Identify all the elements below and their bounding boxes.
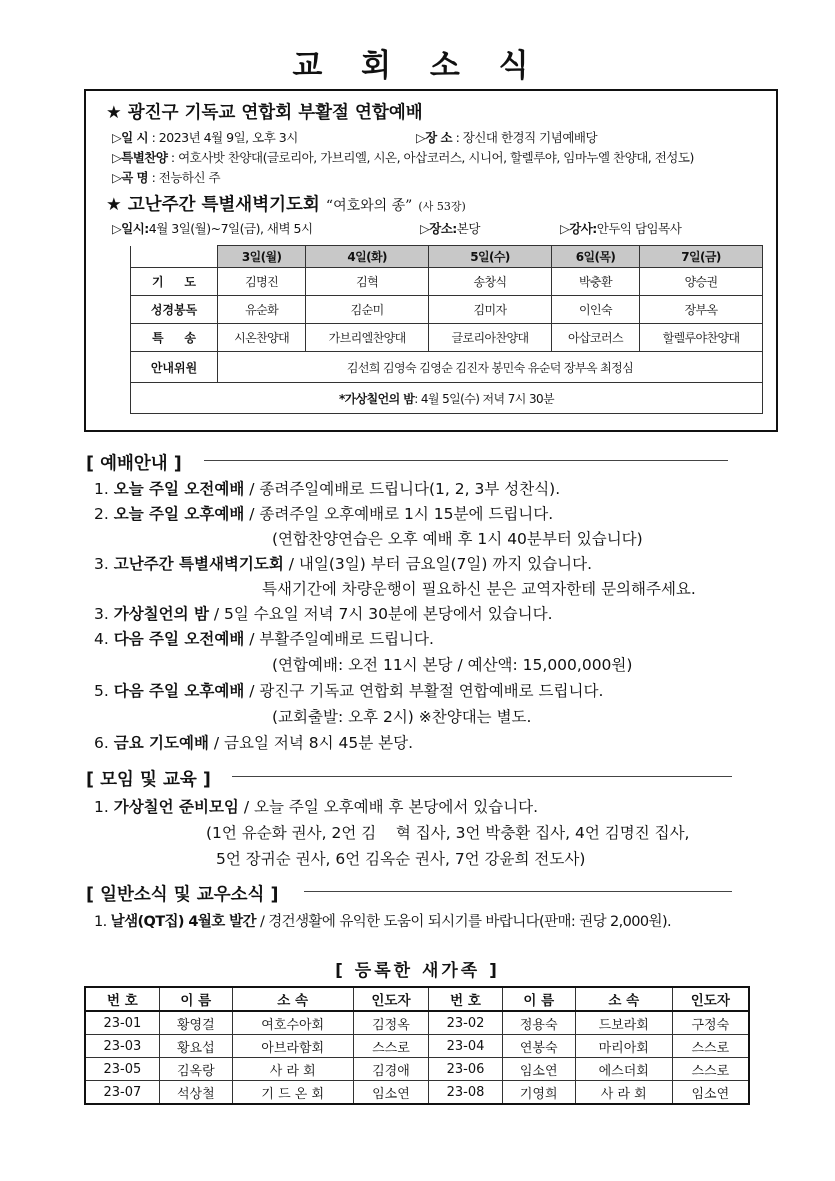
family-cell: 스스로: [353, 1035, 429, 1058]
departure-note: (교회출발: 오후 2시) ※찬양대는 별도.: [272, 708, 532, 726]
family-cell: 23-03: [85, 1035, 159, 1058]
family-col-header: 소 속: [232, 987, 353, 1011]
dawn-subtitle: “여호와의 종”: [325, 198, 413, 214]
meeting-divider: [232, 776, 732, 777]
schedule-cell: 김미자: [429, 296, 552, 324]
family-row: [85, 1081, 749, 1105]
family-cell: 23-06: [429, 1058, 502, 1081]
family-row: [85, 1011, 749, 1035]
worship-item: 6. 금요 기도예배 / 금요일 저녁 8시 45분 본당.: [94, 734, 414, 752]
family-row: [85, 1058, 749, 1081]
page-title: 교 회 소 식: [292, 48, 543, 84]
family-cell: 황요섭: [159, 1035, 232, 1058]
schedule-cell: 박충환: [551, 268, 639, 296]
family-cell: 김옥랑: [159, 1058, 232, 1081]
family-cell: 임소연: [502, 1058, 575, 1081]
family-col-header: 이 름: [502, 987, 575, 1011]
family-cell: 구정숙: [672, 1011, 749, 1035]
family-cell: 에스더회: [575, 1058, 672, 1081]
union-date: [112, 128, 298, 146]
dawn-heading: ★ 고난주간 특별새벽기도회: [106, 195, 320, 215]
dawn-place: [420, 219, 480, 237]
worship-item: 5. 다음 주일 오후예배 / 광진구 기독교 연합회 부활절 연합예배로 드립니다.: [94, 682, 604, 700]
family-cell: 드보라회: [575, 1011, 672, 1035]
announcement-box: [84, 89, 778, 432]
schedule-cell: 할렐루야찬양대: [640, 324, 763, 352]
dawn-speaker: [560, 219, 681, 237]
family-cell: 아브라함회: [232, 1035, 353, 1058]
family-header-row: [85, 987, 749, 1011]
family-cell: 23-02: [429, 1011, 502, 1035]
general-item: 1. 날샘(QT집) 4월호 발간 / 경건생활에 유익한 도움이 되시기를 바랍니다(판매: 권당 2,000원).: [94, 914, 672, 930]
dawn-date-label: ▷일시:: [112, 221, 149, 236]
meeting-item: 1. 가상칠언 준비모임 / 오늘 주일 오후예배 후 본당에서 있습니다.: [94, 798, 539, 816]
union-song-label: ▷곡 명: [112, 170, 149, 185]
schedule-row-special-song: [131, 324, 763, 352]
schedule-cell: 글로리아찬양대: [429, 324, 552, 352]
schedule-cell: 김혁: [306, 268, 429, 296]
general-heading: [ 일반소식 및 교우소식 ]: [86, 885, 279, 905]
schedule-day: 6일(목): [551, 246, 639, 268]
dawn-ref: (사 53장): [418, 200, 466, 213]
family-cell: 정용숙: [502, 1011, 575, 1035]
schedule-row-prayer: [131, 268, 763, 296]
family-cell: 사 라 회: [232, 1058, 353, 1081]
family-cell: 23-01: [85, 1011, 159, 1035]
schedule-day: 3일(월): [218, 246, 306, 268]
worship-divider: [204, 460, 728, 461]
family-cell: 연봉숙: [502, 1035, 575, 1058]
union-place-value: : 장신대 한경직 기념예배당: [452, 130, 598, 145]
shuttle-note: 특새기간에 차량운행이 필요하신 분은 교역자한테 문의해주세요.: [262, 580, 696, 598]
family-cell: 스스로: [672, 1035, 749, 1058]
family-cell: 황영걸: [159, 1011, 232, 1035]
schedule-row-vigil: [131, 383, 763, 414]
union-heading: ★ 광진구 기독교 연합회 부활절 연합예배: [106, 103, 423, 123]
schedule-header-row: [131, 246, 763, 268]
union-special: [112, 148, 694, 166]
dawn-speaker-value: 안두익 담임목사: [596, 221, 682, 236]
worship-item: 1. 오늘 주일 오전예배 / 종려주일예배로 드립니다(1, 2, 3부 성찬식).: [94, 480, 561, 498]
family-cell: 김경애: [353, 1058, 429, 1081]
dawn-date-value: 4월 3일(월)~7일(금), 새벽 5시: [148, 221, 313, 236]
family-cell: 23-04: [429, 1035, 502, 1058]
union-special-label: ▷특별찬양: [112, 150, 168, 165]
schedule-row-label: 성경봉독: [131, 296, 218, 324]
meeting-assignments-line2: 5언 장귀순 권사, 6언 김옥순 권사, 7언 강윤희 전도사): [216, 850, 586, 868]
schedule-day: 7일(금): [640, 246, 763, 268]
schedule-cell: 유순화: [218, 296, 306, 324]
worship-item: 2. 오늘 주일 오후예배 / 종려주일 오후예배로 1시 15분에 드립니다.: [94, 505, 554, 523]
schedule-cell: 시온찬양대: [218, 324, 306, 352]
family-col-header: 인도자: [672, 987, 749, 1011]
worship-heading: [ 예배안내 ]: [86, 454, 182, 474]
union-place: [416, 128, 597, 146]
dawn-date: [112, 219, 313, 237]
family-cell: 23-07: [85, 1081, 159, 1105]
schedule-corner: [131, 246, 218, 268]
dawn-place-value: 본당: [456, 221, 480, 236]
schedule-cell: 송창식: [429, 268, 552, 296]
schedule-row-reading: [131, 296, 763, 324]
choir-practice-note: (연합찬양연습은 오후 예배 후 1시 40분부터 있습니다): [272, 530, 643, 548]
family-cell: 임소연: [353, 1081, 429, 1105]
union-date-label: ▷일 시: [112, 130, 149, 145]
schedule-cell: 김순미: [306, 296, 429, 324]
union-worship-note: (연합예배: 오전 11시 본당 / 예산액: 15,000,000원): [272, 656, 633, 674]
schedule-cell: 가브리엘찬양대: [306, 324, 429, 352]
vigil-label: *가상칠언의 밤: [338, 391, 415, 406]
family-cell: 기 드 온 회: [232, 1081, 353, 1105]
usher-names: 김선희 김영숙 김영순 김진자 봉민숙 유순덕 장부옥 최정심: [218, 352, 763, 383]
schedule-row-label: 기 도: [131, 268, 218, 296]
family-row: [85, 1035, 749, 1058]
schedule-day: 4일(화): [306, 246, 429, 268]
family-cell: 김정옥: [353, 1011, 429, 1035]
family-cell: 여호수아회: [232, 1011, 353, 1035]
family-cell: 마리아회: [575, 1035, 672, 1058]
dawn-place-label: ▷장소:: [420, 221, 457, 236]
family-col-header: 이 름: [159, 987, 232, 1011]
schedule-row-label: 안내위원: [131, 352, 218, 383]
family-cell: 23-05: [85, 1058, 159, 1081]
union-song: [112, 168, 220, 186]
dawn-schedule-table: [130, 245, 763, 414]
dawn-heading-line: [106, 191, 466, 216]
worship-item: 3. 고난주간 특별새벽기도회 / 내일(3일) 부터 금요일(7일) 까지 있습니다.: [94, 555, 593, 573]
family-col-header: 인도자: [353, 987, 429, 1011]
family-col-header: 번 호: [85, 987, 159, 1011]
vigil-notice: [131, 383, 763, 414]
family-col-header: 번 호: [429, 987, 502, 1011]
union-special-value: : 여호사밧 찬양대(글로리아, 가브리엘, 시온, 아삽코러스, 시니어, 할렐루야, 임마누엘 찬양대, 전성도): [167, 150, 694, 165]
schedule-cell: 김명진: [218, 268, 306, 296]
union-song-value: : 전능하신 주: [148, 170, 221, 185]
union-place-label: ▷장 소: [416, 130, 453, 145]
new-family-table: [84, 986, 750, 1105]
family-cell: 임소연: [672, 1081, 749, 1105]
new-family-heading: [ 등록한 새가족 ]: [335, 961, 500, 981]
family-col-header: 소 속: [575, 987, 672, 1011]
schedule-row-ushers: [131, 352, 763, 383]
general-divider: [304, 891, 732, 892]
worship-item: 4. 다음 주일 오전예배 / 부활주일예배로 드립니다.: [94, 630, 434, 648]
family-cell: 23-08: [429, 1081, 502, 1105]
schedule-row-label: 특 송: [131, 324, 218, 352]
schedule-cell: 이인숙: [551, 296, 639, 324]
vigil-value: : 4월 5일(수) 저녁 7시 30분: [414, 391, 555, 406]
family-cell: 사 라 회: [575, 1081, 672, 1105]
worship-item: 3. 가상칠언의 밤 / 5일 수요일 저녁 7시 30분에 본당에서 있습니다.: [94, 605, 553, 623]
schedule-cell: 양승권: [640, 268, 763, 296]
meeting-heading: [ 모임 및 교육 ]: [86, 770, 211, 790]
schedule-cell: 아삽코러스: [551, 324, 639, 352]
family-cell: 석상철: [159, 1081, 232, 1105]
union-date-value: : 2023년 4월 9일, 오후 3시: [148, 130, 298, 145]
meeting-assignments-line1: (1언 유순화 권사, 2언 김 혁 집사, 3언 박충환 집사, 4언 김명진 집사,: [206, 824, 690, 842]
family-cell: 스스로: [672, 1058, 749, 1081]
dawn-speaker-label: ▷강사:: [560, 221, 597, 236]
schedule-cell: 장부옥: [640, 296, 763, 324]
family-cell: 기영희: [502, 1081, 575, 1105]
schedule-day: 5일(수): [429, 246, 552, 268]
